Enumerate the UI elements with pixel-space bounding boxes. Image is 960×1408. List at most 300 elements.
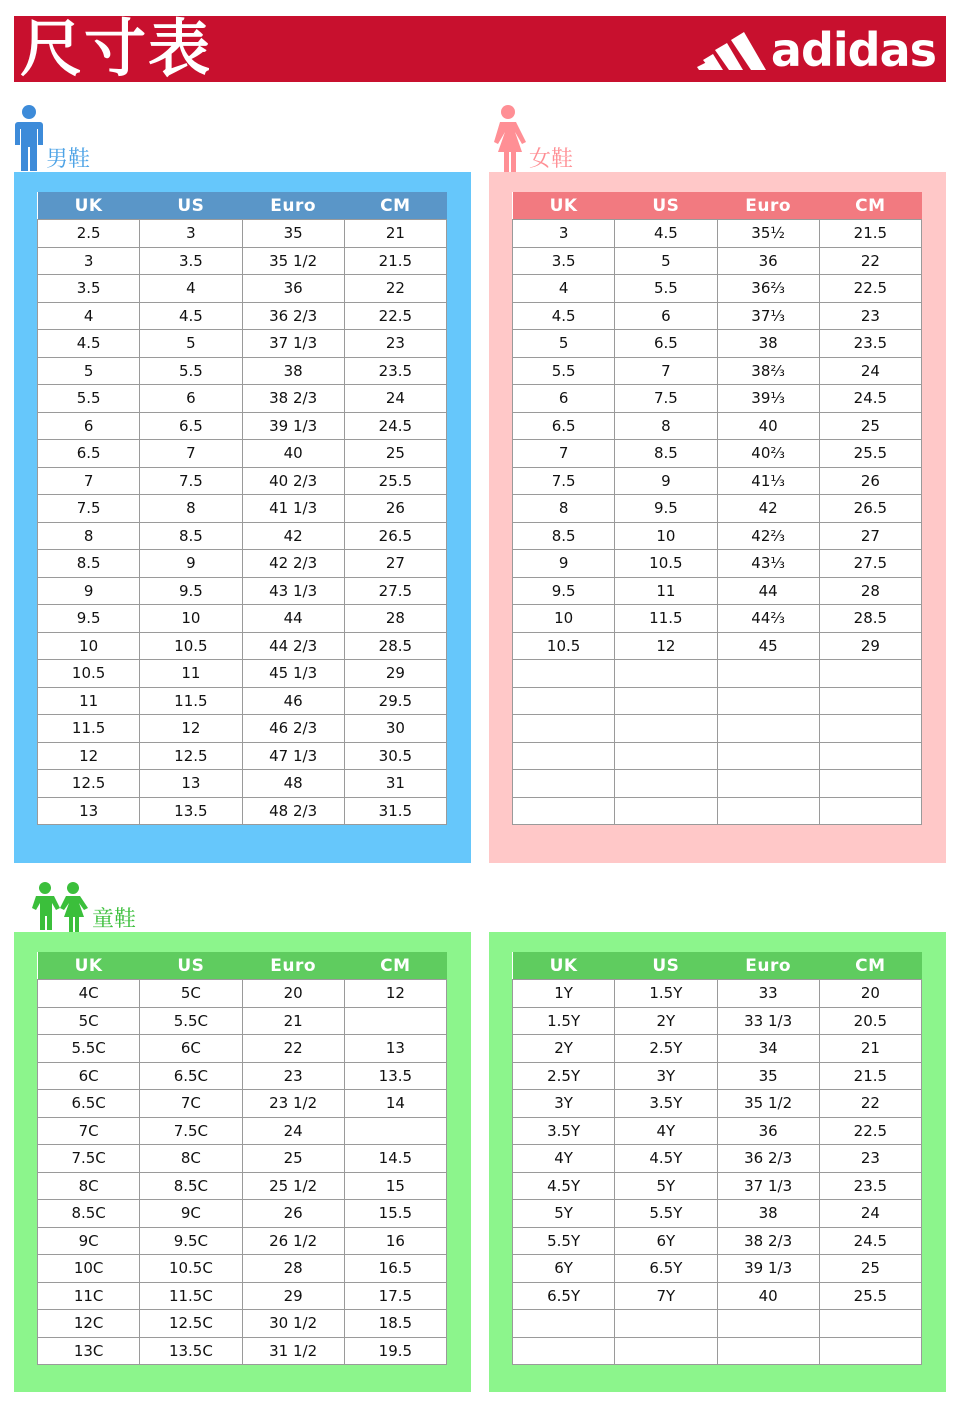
table-cell: 29.5 — [344, 687, 446, 715]
table-cell: 10C — [38, 1255, 140, 1283]
table-row — [38, 495, 447, 523]
table-cell — [615, 742, 717, 770]
table-cell: 6C — [140, 1035, 242, 1063]
table-cell: 13.5 — [140, 797, 242, 825]
man-icon — [14, 104, 44, 172]
table-cell: 31 1/2 — [242, 1337, 344, 1365]
table-row — [38, 1310, 447, 1338]
table-cell: 42 — [242, 522, 344, 550]
table-row — [513, 770, 922, 798]
table-cell — [819, 660, 921, 688]
table-row — [513, 1282, 922, 1310]
table-cell: 13.5 — [344, 1062, 446, 1090]
table-cell — [717, 715, 819, 743]
table-cell: 43 1/3 — [242, 577, 344, 605]
table-cell: 28 — [344, 605, 446, 633]
table-row — [513, 330, 922, 358]
kids-small-size-panel — [14, 932, 471, 1392]
table-cell — [513, 715, 615, 743]
table-cell: 5.5 — [615, 275, 717, 303]
table-row — [513, 1035, 922, 1063]
table-cell: 5.5 — [513, 357, 615, 385]
table-cell: 33 — [717, 980, 819, 1008]
table-cell: 5C — [140, 980, 242, 1008]
table-cell — [615, 1337, 717, 1365]
table-cell — [344, 1117, 446, 1145]
table-cell: 8 — [615, 412, 717, 440]
column-header: UK — [513, 192, 615, 220]
table-row — [513, 467, 922, 495]
table-cell: 20 — [819, 980, 921, 1008]
column-header: US — [140, 952, 242, 980]
table-cell — [819, 1310, 921, 1338]
table-cell: 24.5 — [819, 385, 921, 413]
table-cell: 20 — [242, 980, 344, 1008]
table-cell: 22.5 — [819, 1117, 921, 1145]
table-cell: 2Y — [615, 1007, 717, 1035]
table-cell: 9 — [140, 550, 242, 578]
table-cell: 7Y — [615, 1282, 717, 1310]
table-cell — [819, 797, 921, 825]
table-cell: 9 — [38, 577, 140, 605]
table-row — [513, 605, 922, 633]
table-cell: 39 1/3 — [242, 412, 344, 440]
table-cell: 1Y — [513, 980, 615, 1008]
table-cell: 6 — [615, 302, 717, 330]
table-cell: 23 — [242, 1062, 344, 1090]
table-row — [513, 1172, 922, 1200]
column-header: US — [615, 952, 717, 980]
table-cell: 6.5 — [140, 412, 242, 440]
table-cell: 30.5 — [344, 742, 446, 770]
table-cell: 23.5 — [819, 1172, 921, 1200]
table-cell: 7.5 — [38, 495, 140, 523]
table-row — [38, 687, 447, 715]
table-cell: 14.5 — [344, 1145, 446, 1173]
table-cell: 10 — [513, 605, 615, 633]
table-cell: 25.5 — [819, 440, 921, 468]
table-cell: 26 — [819, 467, 921, 495]
kids-section-header — [30, 882, 136, 932]
table-cell: 7 — [140, 440, 242, 468]
table-cell — [615, 660, 717, 688]
table-cell: 11 — [38, 687, 140, 715]
table-cell: 13C — [38, 1337, 140, 1365]
table-cell: 6.5Y — [615, 1255, 717, 1283]
table-cell: 34 — [717, 1035, 819, 1063]
table-row — [513, 1227, 922, 1255]
table-cell: 6C — [38, 1062, 140, 1090]
table-cell: 38 2/3 — [242, 385, 344, 413]
table-cell: 3.5Y — [513, 1117, 615, 1145]
table-cell — [513, 660, 615, 688]
table-cell: 5.5Y — [615, 1200, 717, 1228]
table-row — [38, 1282, 447, 1310]
table-cell: 13 — [38, 797, 140, 825]
kids-youth-size-panel — [489, 932, 946, 1392]
adidas-stripes-icon — [697, 28, 767, 72]
table-cell: 30 — [344, 715, 446, 743]
table-cell: 8.5 — [140, 522, 242, 550]
table-cell: 11.5 — [38, 715, 140, 743]
table-row — [38, 632, 447, 660]
table-cell: 7 — [615, 357, 717, 385]
table-row — [38, 715, 447, 743]
table-cell: 5Y — [513, 1200, 615, 1228]
table-cell: 11 — [615, 577, 717, 605]
table-cell: 9 — [513, 550, 615, 578]
table-cell: 25 — [242, 1145, 344, 1173]
table-row — [38, 522, 447, 550]
table-cell: 12C — [38, 1310, 140, 1338]
table-cell: 8.5 — [615, 440, 717, 468]
table-cell: 8.5 — [38, 550, 140, 578]
table-cell: 10.5 — [140, 632, 242, 660]
table-cell — [615, 715, 717, 743]
table-cell — [717, 1310, 819, 1338]
table-cell — [513, 742, 615, 770]
table-cell: 3 — [513, 220, 615, 248]
table-cell: 48 2/3 — [242, 797, 344, 825]
table-cell: 28.5 — [819, 605, 921, 633]
column-header: Euro — [242, 952, 344, 980]
table-cell: 6Y — [615, 1227, 717, 1255]
table-cell: 46 2/3 — [242, 715, 344, 743]
table-cell: 5.5 — [140, 357, 242, 385]
table-cell: 3.5Y — [615, 1090, 717, 1118]
table-cell: 15 — [344, 1172, 446, 1200]
table-row — [38, 1227, 447, 1255]
table-cell: 41 1/3 — [242, 495, 344, 523]
table-row — [38, 1090, 447, 1118]
table-cell: 3Y — [615, 1062, 717, 1090]
table-row — [513, 577, 922, 605]
table-row — [38, 220, 447, 248]
table-cell: 4.5Y — [513, 1172, 615, 1200]
table-row — [513, 715, 922, 743]
table-cell: 29 — [819, 632, 921, 660]
table-cell: 5.5C — [38, 1035, 140, 1063]
table-cell: 12 — [615, 632, 717, 660]
table-cell: 46 — [242, 687, 344, 715]
table-cell — [344, 1007, 446, 1035]
table-cell: 37 1/3 — [717, 1172, 819, 1200]
table-cell: 7.5C — [140, 1117, 242, 1145]
table-row — [513, 1255, 922, 1283]
table-cell: 6Y — [513, 1255, 615, 1283]
table-cell: 16 — [344, 1227, 446, 1255]
table-cell: 26.5 — [819, 495, 921, 523]
table-cell: 36⅔ — [717, 275, 819, 303]
table-row — [38, 980, 447, 1008]
table-row — [513, 632, 922, 660]
table-cell: 25 — [819, 1255, 921, 1283]
table-cell: 11.5 — [615, 605, 717, 633]
table-cell: 27.5 — [344, 577, 446, 605]
table-cell: 44 — [242, 605, 344, 633]
table-cell: 21 — [344, 220, 446, 248]
table-cell: 4.5 — [140, 302, 242, 330]
table-row — [513, 522, 922, 550]
table-cell: 12 — [38, 742, 140, 770]
table-row — [38, 1035, 447, 1063]
table-cell — [717, 770, 819, 798]
table-cell — [513, 687, 615, 715]
table-cell: 35 — [717, 1062, 819, 1090]
table-cell: 4 — [513, 275, 615, 303]
column-header: CM — [344, 192, 446, 220]
table-cell: 27.5 — [819, 550, 921, 578]
table-cell: 3.5 — [38, 275, 140, 303]
table-row — [513, 550, 922, 578]
table-cell: 22.5 — [344, 302, 446, 330]
column-header: US — [140, 192, 242, 220]
table-cell: 8.5C — [38, 1200, 140, 1228]
table-cell: 21 — [819, 1035, 921, 1063]
table-cell: 45 — [717, 632, 819, 660]
table-cell: 10.5C — [140, 1255, 242, 1283]
table-cell: 6.5C — [140, 1062, 242, 1090]
table-cell: 39 1/3 — [717, 1255, 819, 1283]
table-cell: 24 — [242, 1117, 344, 1145]
table-row — [513, 1062, 922, 1090]
table-cell: 45 1/3 — [242, 660, 344, 688]
table-row — [513, 302, 922, 330]
table-cell: 4Y — [513, 1145, 615, 1173]
table-cell: 10 — [140, 605, 242, 633]
men-section-label: 男鞋 — [46, 147, 91, 172]
column-header: Euro — [242, 192, 344, 220]
table-row — [513, 275, 922, 303]
table-cell: 31 — [344, 770, 446, 798]
column-header: CM — [819, 952, 921, 980]
table-cell: 7.5 — [140, 467, 242, 495]
table-cell: 22 — [344, 275, 446, 303]
table-cell: 3 — [38, 247, 140, 275]
table-cell: 10 — [38, 632, 140, 660]
table-cell: 14 — [344, 1090, 446, 1118]
men-section-header — [14, 104, 90, 172]
table-cell: 42 2/3 — [242, 550, 344, 578]
table-cell: 36 2/3 — [242, 302, 344, 330]
table-cell: 26 1/2 — [242, 1227, 344, 1255]
table-cell: 40 2/3 — [242, 467, 344, 495]
table-cell: 5C — [38, 1007, 140, 1035]
table-cell: 27 — [819, 522, 921, 550]
table-row — [38, 797, 447, 825]
table-cell: 36 — [717, 247, 819, 275]
table-cell: 24.5 — [819, 1227, 921, 1255]
table-cell: 40 — [717, 1282, 819, 1310]
table-row — [38, 577, 447, 605]
table-cell: 7.5 — [615, 385, 717, 413]
table-cell: 43⅓ — [717, 550, 819, 578]
table-cell: 5.5C — [140, 1007, 242, 1035]
table-cell: 2.5Y — [615, 1035, 717, 1063]
woman-icon — [489, 104, 527, 172]
table-cell: 33 1/3 — [717, 1007, 819, 1035]
table-row — [513, 1145, 922, 1173]
table-row — [38, 357, 447, 385]
table-cell: 15.5 — [344, 1200, 446, 1228]
table-cell: 44 — [717, 577, 819, 605]
table-cell: 21.5 — [819, 220, 921, 248]
table-cell: 2Y — [513, 1035, 615, 1063]
table-cell: 23 — [819, 1145, 921, 1173]
table-row — [38, 330, 447, 358]
table-cell: 4.5Y — [615, 1145, 717, 1173]
table-cell: 22 — [819, 247, 921, 275]
table-row — [513, 357, 922, 385]
table-cell: 12 — [140, 715, 242, 743]
table-cell: 44⅔ — [717, 605, 819, 633]
table-cell: 26.5 — [344, 522, 446, 550]
table-cell: 28.5 — [344, 632, 446, 660]
table-row — [38, 247, 447, 275]
table-row — [38, 412, 447, 440]
table-cell: 44 2/3 — [242, 632, 344, 660]
table-cell: 9 — [615, 467, 717, 495]
table-cell — [819, 742, 921, 770]
table-row — [38, 302, 447, 330]
table-cell: 7C — [38, 1117, 140, 1145]
table-row — [38, 550, 447, 578]
table-cell: 30 1/2 — [242, 1310, 344, 1338]
kids-small-size-table — [37, 952, 447, 1365]
table-row — [513, 440, 922, 468]
header-banner — [14, 12, 946, 85]
table-cell: 36 — [242, 275, 344, 303]
table-cell: 9C — [38, 1227, 140, 1255]
table-header-row — [513, 952, 922, 980]
table-row — [513, 1117, 922, 1145]
table-cell: 6.5C — [38, 1090, 140, 1118]
table-row — [513, 1200, 922, 1228]
table-cell — [717, 687, 819, 715]
table-cell — [819, 715, 921, 743]
table-cell — [615, 1310, 717, 1338]
table-cell — [717, 797, 819, 825]
table-cell: 22.5 — [819, 275, 921, 303]
table-cell: 23 1/2 — [242, 1090, 344, 1118]
table-cell — [819, 770, 921, 798]
table-cell: 5.5 — [38, 385, 140, 413]
table-cell: 10.5 — [38, 660, 140, 688]
table-cell: 26 — [344, 495, 446, 523]
table-row — [513, 687, 922, 715]
table-cell: 10.5 — [615, 550, 717, 578]
table-cell: 40 — [242, 440, 344, 468]
women-size-panel — [489, 172, 946, 863]
table-cell — [819, 687, 921, 715]
table-cell: 22 — [819, 1090, 921, 1118]
column-header: US — [615, 192, 717, 220]
table-cell: 25 1/2 — [242, 1172, 344, 1200]
table-cell: 8.5C — [140, 1172, 242, 1200]
kids-section-label: 童鞋 — [92, 907, 137, 932]
table-row — [38, 1200, 447, 1228]
table-cell: 4C — [38, 980, 140, 1008]
table-cell: 4.5 — [615, 220, 717, 248]
table-cell: 5 — [140, 330, 242, 358]
table-cell: 6.5 — [513, 412, 615, 440]
table-row — [513, 247, 922, 275]
table-cell: 13 — [140, 770, 242, 798]
table-row — [513, 1337, 922, 1365]
table-cell: 4 — [38, 302, 140, 330]
table-cell — [513, 770, 615, 798]
table-cell: 11C — [38, 1282, 140, 1310]
table-cell: 1.5Y — [615, 980, 717, 1008]
table-cell: 8 — [140, 495, 242, 523]
table-cell: 6 — [140, 385, 242, 413]
table-cell: 23.5 — [819, 330, 921, 358]
women-section-header — [489, 104, 573, 172]
table-cell: 35½ — [717, 220, 819, 248]
table-cell: 28 — [819, 577, 921, 605]
table-row — [38, 605, 447, 633]
table-cell: 5Y — [615, 1172, 717, 1200]
column-header: Euro — [717, 192, 819, 220]
table-cell: 3.5 — [513, 247, 615, 275]
table-cell: 40⅔ — [717, 440, 819, 468]
table-cell: 9.5 — [140, 577, 242, 605]
table-cell: 8C — [38, 1172, 140, 1200]
table-header-row — [38, 192, 447, 220]
table-cell: 7.5 — [513, 467, 615, 495]
table-cell: 5.5Y — [513, 1227, 615, 1255]
table-cell: 13 — [344, 1035, 446, 1063]
table-cell: 25 — [344, 440, 446, 468]
table-cell: 36 2/3 — [717, 1145, 819, 1173]
table-row — [38, 742, 447, 770]
brand-name: adidas — [770, 23, 936, 77]
table-cell: 12.5 — [140, 742, 242, 770]
table-row — [513, 1090, 922, 1118]
table-cell: 8C — [140, 1145, 242, 1173]
table-cell: 5 — [38, 357, 140, 385]
table-cell: 7C — [140, 1090, 242, 1118]
table-cell: 35 — [242, 220, 344, 248]
women-section-label: 女鞋 — [529, 147, 574, 172]
table-cell: 9.5 — [615, 495, 717, 523]
table-cell: 9.5 — [38, 605, 140, 633]
brand-logo — [697, 22, 936, 78]
table-cell: 4 — [140, 275, 242, 303]
table-cell: 37 1/3 — [242, 330, 344, 358]
table-cell: 38 2/3 — [717, 1227, 819, 1255]
table-cell: 20.5 — [819, 1007, 921, 1035]
children-icon — [30, 882, 90, 932]
table-cell: 21.5 — [344, 247, 446, 275]
table-cell: 26 — [242, 1200, 344, 1228]
table-row — [513, 660, 922, 688]
table-cell: 11.5 — [140, 687, 242, 715]
table-cell: 3Y — [513, 1090, 615, 1118]
table-cell: 38 — [717, 330, 819, 358]
table-cell — [615, 770, 717, 798]
table-row — [38, 467, 447, 495]
table-cell: 18.5 — [344, 1310, 446, 1338]
table-cell: 29 — [242, 1282, 344, 1310]
table-row — [38, 1117, 447, 1145]
table-cell: 3.5 — [140, 247, 242, 275]
table-row — [38, 660, 447, 688]
table-cell: 6 — [38, 412, 140, 440]
table-row — [38, 275, 447, 303]
table-cell — [615, 687, 717, 715]
men-size-panel — [14, 172, 471, 863]
